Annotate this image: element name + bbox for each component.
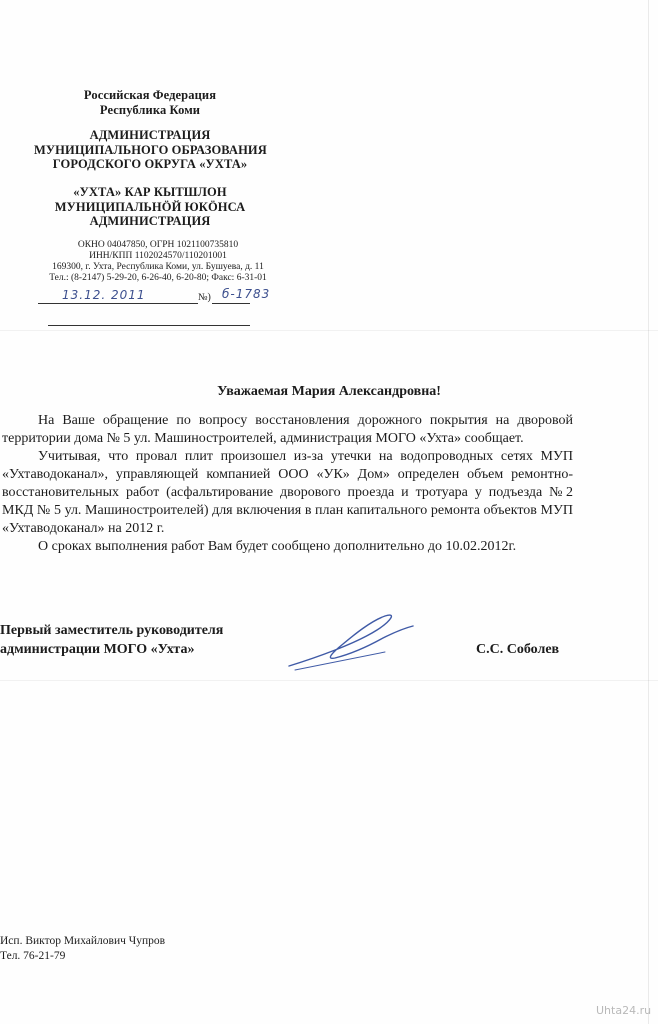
letterhead-requisites: [38, 240, 278, 284]
handwritten-date: 13.12. 2011: [62, 288, 146, 302]
requisites-line: ОКНО 04047850, ОГРН 1021100735810: [77, 240, 239, 250]
reference-line: [48, 325, 250, 326]
country-line: Российская Федерация: [83, 88, 217, 102]
position-line: администрации МОГО «Ухта»: [0, 642, 195, 657]
page-edge: [648, 0, 649, 1024]
requisites-line: ИНН/КПП 1102024570/110201001: [89, 251, 227, 261]
signatory-position: [0, 621, 223, 659]
letterhead-admin-ru: [34, 128, 266, 172]
admin-ru-line: АДМИНИСТРАЦИЯ: [89, 128, 211, 142]
number-label: №): [198, 292, 211, 303]
letterhead-country: [34, 88, 266, 117]
region-line: Республика Коми: [99, 102, 201, 117]
executor-phone: Тел. 76-21-79: [0, 950, 66, 962]
paragraph: Учитывая, что провал плит произошел из-за утечки на водопроводных сетях МУП «Ухтаводоканал», управляющей компанией ООО «УК» Дом» определен объем ремонтно-восстановительных работ (асфальтирование дворового проезда и тротуара у подъезда №2 МКД № 5 ул. Машиностроителей) для включения в план капитального ремонта объектов МУП «Ухтаводоканал» на 2012 г.: [2, 449, 573, 536]
number-underline: [212, 303, 250, 304]
letter-body: [2, 412, 573, 556]
admin-ru-line: ГОРОДСКОГО ОКРУГА «УХТА»: [52, 157, 248, 171]
requisites-line: 169300, г. Ухта, Республика Коми, ул. Бушуева, д. 11: [52, 262, 264, 272]
watermark: Uhta24.ru: [596, 1004, 652, 1017]
position-line: Первый заместитель руководителя: [0, 623, 224, 638]
fold-line: [0, 330, 658, 331]
admin-ru-line: МУНИЦИПАЛЬНОГО ОБРАЗОВАНИЯ: [34, 142, 267, 157]
signer-name: С.С. Соболев: [476, 642, 560, 657]
paragraph: На Ваше обращение по вопросу восстановления дорожного покрытия на дворовой территории дома № 5 ул. Машиностроителей, администрация МОГО «Ухта» сообщает.: [2, 413, 573, 446]
admin-komi-line: АДМИНИСТРАЦИЯ: [89, 214, 211, 228]
admin-komi-line: МУНИЦИПАЛЬНӦЙ ЮКӦНСА: [54, 199, 246, 214]
handwritten-number: б-1783: [222, 287, 271, 301]
executor-info: [0, 934, 165, 964]
letterhead-admin-komi: [34, 185, 266, 229]
greeting: Уважаемая Мария Александровна!: [217, 384, 441, 399]
fold-line: [0, 680, 658, 681]
requisites-line: Тел.: (8-2147) 5-29-20, 6-26-40, 6-20-80; Факс: 6-31-01: [49, 273, 267, 283]
executor-line: Исп. Виктор Михайлович Чупров: [0, 935, 166, 947]
date-underline: [38, 303, 198, 304]
paragraph: О сроках выполнения работ Вам будет сообщено дополнительно до 10.02.2012г.: [38, 539, 517, 554]
admin-komi-line: «УХТА» КАР КЫТШЛОН: [73, 185, 227, 199]
handwritten-signature: [285, 608, 415, 674]
